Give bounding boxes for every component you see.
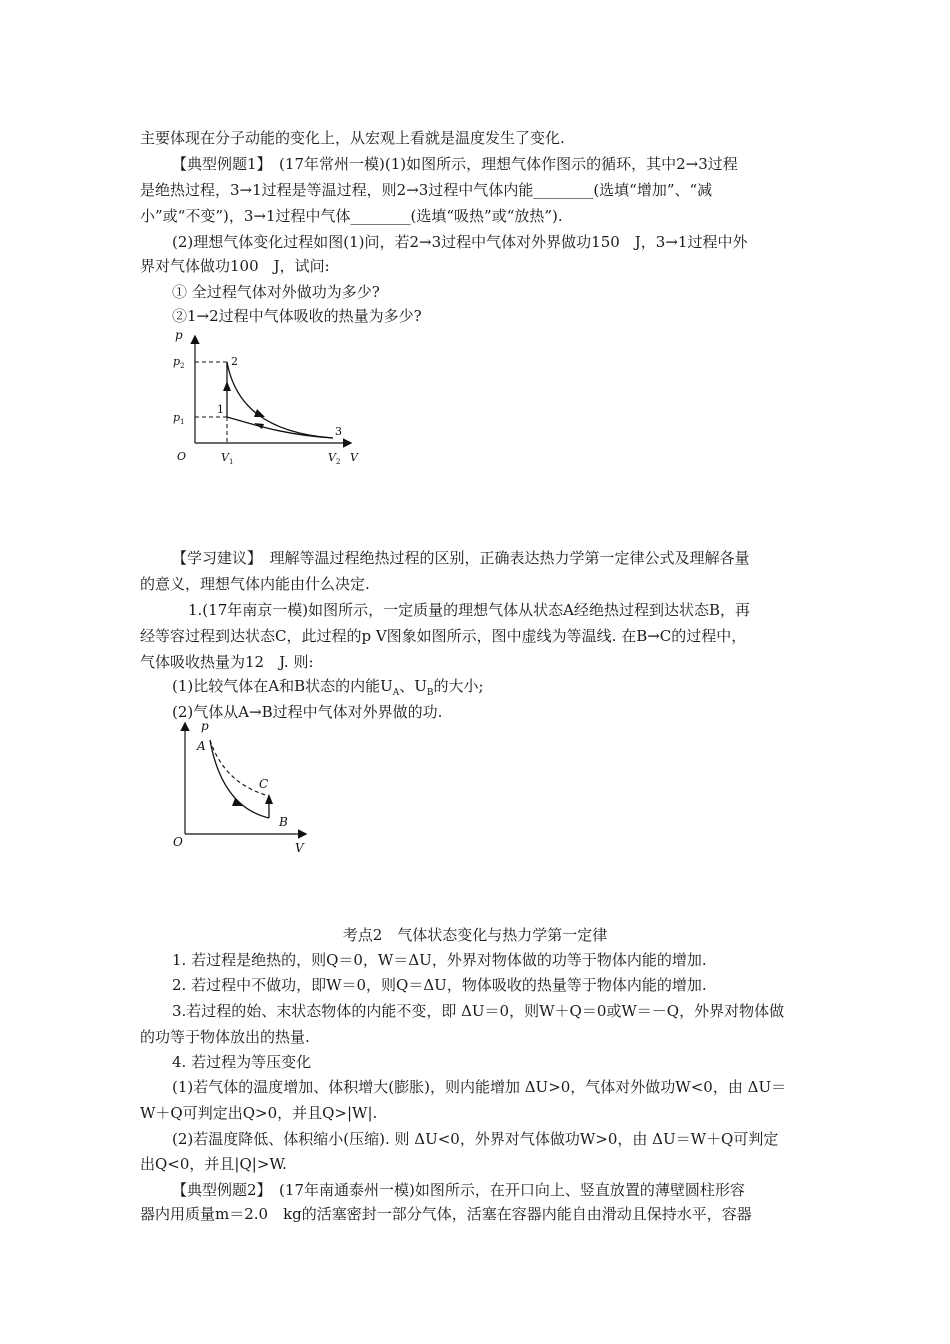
problem-1-part-2: (2)气体从A→B过程中气体对外界做的功. bbox=[172, 703, 443, 721]
text-line: 界对气体做功100 J，试问: bbox=[140, 257, 330, 275]
arrow-head bbox=[265, 794, 273, 804]
arrow-head bbox=[223, 381, 231, 391]
point-2-label: 2 bbox=[231, 355, 238, 368]
text-line: 是绝热过程，3→1过程是等温过程，则2→3过程中气体内能________(选填“增加”、“减 bbox=[140, 181, 713, 199]
problem-1-text: 1.(17年南京一模)如图所示，一定质量的理想气体从状态A经绝热过程到达状态B，再 bbox=[188, 601, 750, 619]
origin-label: O bbox=[173, 835, 183, 849]
arrow-head bbox=[232, 798, 243, 806]
p1-label: p bbox=[173, 411, 181, 424]
section-heading: 考点2 气体状态变化与热力学第一定律 bbox=[342, 926, 608, 944]
text-line: 器内用质量m＝2.0 kg的活塞密封一部分气体，活塞在容器内能自由滑动且保持水平，容器 bbox=[140, 1205, 752, 1223]
p-axis-label: p bbox=[201, 719, 209, 733]
v-axis-label: V bbox=[295, 841, 304, 855]
text-segment: (1)比较气体在A和B状态的内能U bbox=[172, 677, 393, 695]
text-line: (1)若气体的温度增加、体积增大(膨胀)，则内能增加 ΔU>0，气体对外做功W<0，由 ΔU＝ bbox=[172, 1078, 787, 1096]
subscript-a: A bbox=[392, 688, 400, 698]
text-line: 2. 若过程中不做功，即W＝0，则Q＝ΔU，物体吸收的热量等于物体内能的增加. bbox=[172, 976, 707, 994]
text-line: 气体吸收热量为12 J. 则: bbox=[140, 653, 314, 671]
text-segment: 的大小; bbox=[433, 677, 484, 695]
example-2-heading: 【典型例题2】 (17年南通泰州一模)如图所示，在开口向上、竖直放置的薄壁圆柱形容 bbox=[172, 1181, 745, 1199]
adiabatic-2-3 bbox=[227, 362, 333, 438]
text-line: W＋Q可判定出Q>0，并且Q>|W|. bbox=[140, 1104, 378, 1122]
pv-adiabatic-figure bbox=[165, 718, 325, 858]
subscript-b: B bbox=[426, 688, 434, 698]
v-axis-label: V bbox=[350, 451, 358, 464]
arrow-head bbox=[254, 409, 265, 417]
origin-label: O bbox=[177, 450, 187, 463]
text-line: 主要体现在分子动能的变化上，从宏观上看就是温度发生了变化. bbox=[140, 129, 565, 147]
problem-1-part-1 bbox=[172, 676, 810, 703]
text-line: 1. 若过程是绝热的，则Q＝0，W＝ΔU，外界对物体做的功等于物体内能的增加. bbox=[172, 951, 707, 969]
v2-label: V bbox=[328, 451, 336, 464]
state-c-label: C bbox=[259, 777, 269, 791]
question-1: ① 全过程气体对外做功为多少? bbox=[172, 283, 380, 301]
text-segment: 、U bbox=[399, 677, 427, 695]
p2-label: p bbox=[173, 355, 181, 368]
point-1-label: 1 bbox=[217, 403, 224, 416]
p1-subscript: 1 bbox=[180, 418, 185, 426]
example-1-heading: 【典型例题1】 (17年常州一模)(1)如图所示，理想气体作图示的循环，其中2→3过程 bbox=[172, 155, 738, 173]
v1-subscript: 1 bbox=[229, 458, 234, 466]
p2-subscript: 2 bbox=[180, 362, 185, 370]
text-line: 小”或“不变”)，3→1过程中气体________(选填“吸热”或“放热”). bbox=[140, 207, 563, 225]
text-line: (2)理想气体变化过程如图(1)问，若2→3过程中气体对外界做功150 J，3→1过程中外 bbox=[172, 233, 748, 251]
pv-cycle-figure bbox=[165, 325, 370, 470]
v2-subscript: 2 bbox=[336, 458, 341, 466]
arrow-head bbox=[254, 423, 264, 429]
state-b-label: B bbox=[279, 815, 288, 829]
p-axis-label: p bbox=[175, 328, 183, 342]
v1-label: V bbox=[221, 451, 229, 464]
text-line: 的意义，理想气体内能由什么决定. bbox=[140, 575, 370, 593]
text-line: 经等容过程到达状态C，此过程的p V图象如图所示，图中虚线为等温线. 在B→C的过程中， bbox=[140, 627, 747, 645]
text-line: 的功等于物体放出的热量. bbox=[140, 1028, 310, 1046]
state-a-label: A bbox=[197, 739, 206, 753]
text-line: 出Q<0，并且|Q|>W. bbox=[140, 1155, 287, 1173]
study-advice-heading: 【学习建议】 理解等温过程绝热过程的区别，正确表达热力学第一定律公式及理解各量 bbox=[172, 549, 750, 567]
text-line: 4. 若过程为等压变化 bbox=[172, 1053, 312, 1071]
text-line: 3.若过程的始、末状态物体的内能不变，即 ΔU＝0，则W＋Q＝0或W＝－Q，外界对物体做 bbox=[172, 1002, 785, 1020]
text-line: (2)若温度降低、体积缩小(压缩). 则 ΔU<0，外界对气体做功W>0，由 ΔU＝W＋Q可判定 bbox=[172, 1130, 779, 1148]
question-2: ②1→2过程中气体吸收的热量为多少? bbox=[172, 307, 422, 325]
point-3-label: 3 bbox=[335, 425, 342, 438]
